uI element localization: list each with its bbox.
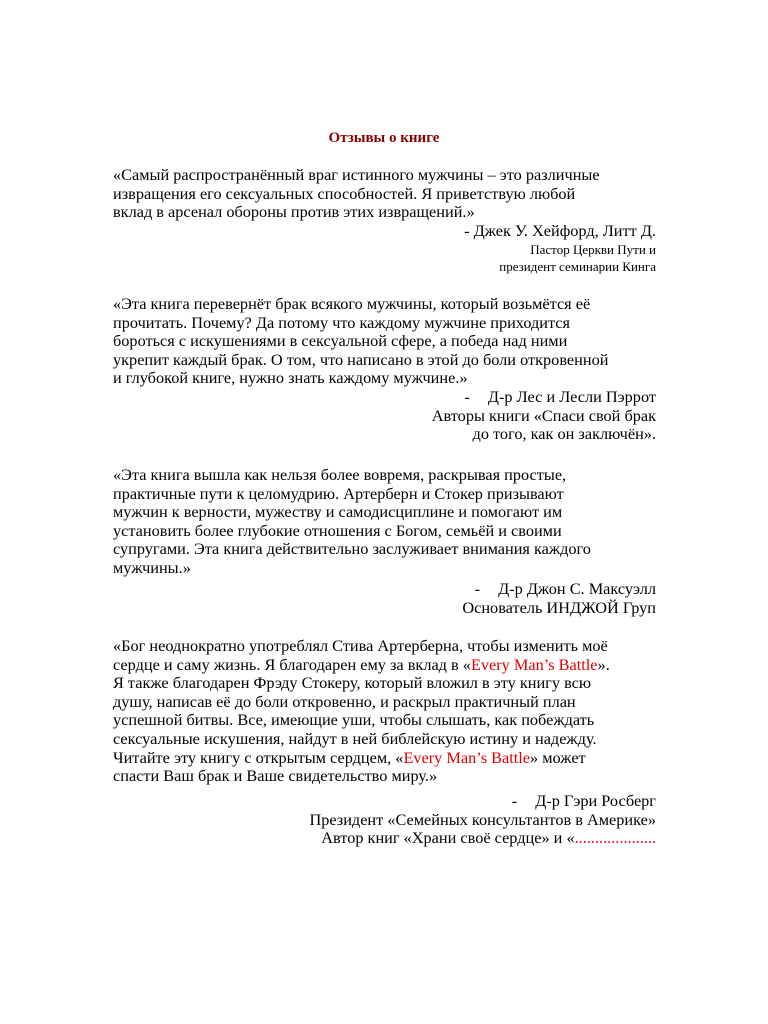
quote-line: мужчины.» (113, 557, 191, 577)
quote-line: бороться с искушениями в сексуальной сфере, а победа над ними (113, 331, 568, 351)
quote-line (113, 656, 673, 675)
dash-marker: - (464, 387, 470, 406)
dash-marker: - (474, 579, 481, 598)
review-quote-2 (113, 295, 673, 388)
quote-line: успешной битвы. Все, имеющие уши, чтобы слышать, как побеждать (113, 710, 595, 730)
review-author-title: Президент «Семейных консультантов в Америке» (309, 809, 656, 829)
book-title-highlight: Every Man’s Battle (470, 654, 598, 674)
review-attribution-4 (309, 792, 656, 848)
review-author-title: Авторы книги «Спаси свой брак (431, 405, 656, 425)
quote-line (113, 749, 673, 768)
quote-text: ». (597, 654, 610, 674)
book-title-highlight: Every Man’s Battle (403, 747, 531, 767)
quote-line: прочитать. Почему? Да потому что каждому мужчине приходится (113, 312, 571, 332)
dash-marker: - (511, 791, 518, 810)
review-attribution-3 (462, 580, 656, 617)
quote-line: «Эта книга перевернёт брак всякого мужчины, который возьмётся её (113, 294, 591, 313)
quote-line: установить более глубокие отношения с Богом, семьёй и своими (113, 520, 562, 540)
quote-line: практичные пути к целомудрию. Артерберн и Стокер призывают (113, 483, 564, 503)
review-author-title: Пастор Церкви Пути и (530, 241, 656, 257)
quote-line: супругами. Эта книга действительно заслуживает внимания каждого (113, 539, 591, 559)
review-attribution-1 (464, 222, 656, 275)
quote-line: «Самый распространённый враг истинного мужчины – это различные (113, 165, 600, 184)
quote-line: извращения его сексуальных способностей. Я приветствую любой (113, 183, 576, 203)
quote-line: спасти Ваш брак и Ваше свидетельство миру.» (113, 766, 438, 786)
review-author-title: до того, как он заключён». (472, 424, 656, 444)
quote-line: «Бог неоднократно употреблял Стива Артерберна, чтобы изменить моё (113, 636, 608, 655)
quote-text: Читайте эту книгу с открытым сердцем, « (113, 747, 404, 767)
quote-line: мужчин к верности, мужеству и самодисциплине и помогают им (113, 502, 563, 522)
review-author-title: президент семинарии Кинга (499, 258, 656, 274)
review-quote-4 (113, 637, 673, 786)
review-author: - Джек У. Хейфорд, Литт Д. (464, 221, 656, 240)
review-author-title: Основатель ИНДЖОЙ Груп (462, 597, 656, 617)
quote-line: и глубокой книге, нужно знать каждому мужчине.» (113, 368, 468, 388)
review-author-line (462, 580, 656, 599)
review-author-line (309, 792, 656, 811)
page-title: Отзывы о книге (328, 130, 440, 146)
review-quote-3 (113, 466, 673, 578)
review-attribution-2 (432, 388, 656, 444)
quote-line: сексуальные искушения, найдут в ней библейскую истину и надежду. (113, 728, 597, 748)
quote-line: укрепит каждый брак. О том, что написано в этой до боли откровенной (113, 349, 609, 369)
quote-text: » может (530, 747, 586, 767)
review-quote-1 (113, 166, 673, 222)
dotted-placeholder: .................... (574, 828, 656, 848)
review-author: Д-р Гэри Росберг (535, 791, 656, 810)
review-author: Д-р Лес и Лесли Пэррот (487, 387, 656, 406)
review-author-line (432, 388, 656, 407)
quote-line: душу, написав её до боли откровенно, и раскрыл практичный план (113, 691, 576, 711)
quote-line: Я также благодарен Фрэду Стокеру, который вложил в эту книгу всю (113, 673, 592, 693)
quote-line: «Эта книга вышла как нельзя более вовремя, раскрывая простые, (113, 465, 567, 484)
quote-line: вклад в арсенал обороны против этих извращений.» (113, 202, 475, 222)
review-author-title (309, 829, 656, 848)
author-title-text: Автор книг «Храни своё сердце» и « (321, 828, 575, 848)
review-author: Д-р Джон С. Максуэлл (498, 579, 656, 598)
quote-text: сердце и саму жизнь. Я благодарен ему за вклад в « (113, 654, 471, 674)
